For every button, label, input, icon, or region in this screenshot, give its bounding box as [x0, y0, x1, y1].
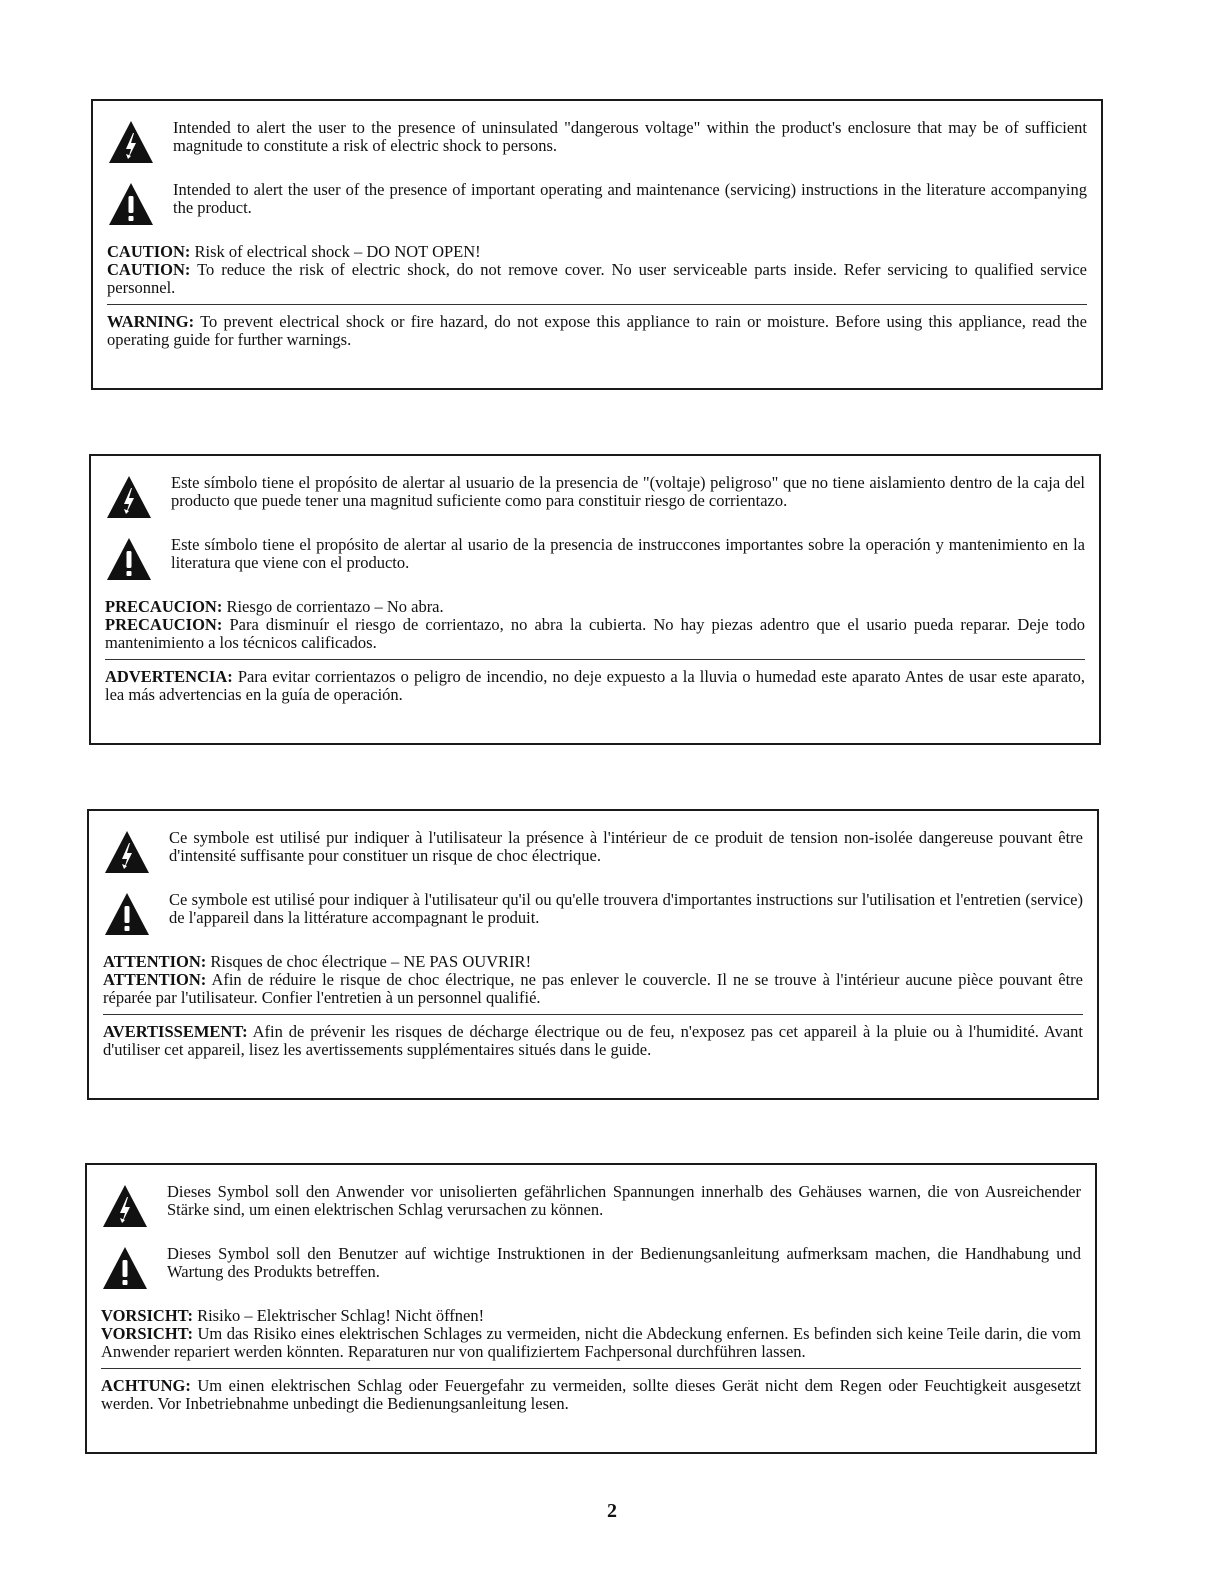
caution-text: Riesgo de corrientazo – No abra.: [226, 597, 444, 616]
voltage-symbol-text: Ce symbole est utilisé pur indiquer à l'utilisateur la présence à l'intérieur de ce produit de tension non-isolée dangereuse pouvant être d'intensité suffisante pour constituer un risque de choc électrique.: [169, 828, 1083, 865]
divider: [107, 304, 1087, 305]
symbol-row-instructions: [103, 891, 1083, 937]
voltage-symbol-text: Este símbolo tiene el propósito de alertar al usuario de la presencia de "(voltaje) peligroso" que no tiene aislamiento dentro de la caja del producto que puede tener una magnitud suficiente como para constituir riesgo de corrientazo.: [171, 473, 1085, 510]
warning-label: ADVERTENCIA:: [105, 667, 233, 686]
exclamation-warning-icon: [103, 891, 151, 937]
caution-label: CAUTION:: [107, 260, 191, 279]
symbol-row-voltage: [101, 1183, 1081, 1229]
warning-paragraph: [107, 313, 1087, 349]
instructions-symbol-text: Dieses Symbol soll den Benutzer auf wichtige Instruktionen in der Bedienungsanleitung aufmerksam machen, die Handhabung und Wartung des Produkts betreffen.: [167, 1244, 1081, 1281]
caution-text: Um das Risiko eines elektrischen Schlages zu vermeiden, nicht die Abdeckung enfernen. Es befinden sich keine Teile darin, die vom Anwender repariert werden könnten. Reparaturen nur von qualifiziertem Fachpersonal durchführen lassen.: [101, 1324, 1081, 1361]
caution-label: ATTENTION:: [103, 952, 207, 971]
caution-line-2: [101, 1325, 1081, 1361]
caution-text: Risques de choc électrique – NE PAS OUVRIR!: [210, 952, 532, 971]
warning-text: Um einen elektrischen Schlag oder Feuergefahr zu vermeiden, sollte dieses Gerät nicht dem Regen oder Feuchtigkeit ausgesetzt werden. Vor Inbetriebnahme unbedingt die Bedienungsanleitung lesen.: [101, 1376, 1082, 1413]
caution-line-2: [103, 971, 1083, 1007]
page-number: 2: [607, 1500, 617, 1522]
warning-label: WARNING:: [107, 312, 195, 331]
divider: [103, 1014, 1083, 1015]
caution-text: Afin de réduire le risque de choc électrique, ne pas enlever le couvercle. Il ne se trouve à l'intérieur aucune pièce pouvant être réparée par l'utilisateur. Confier l'entretien à un personnel qualifié.: [103, 970, 1083, 1007]
caution-line-1: [107, 243, 1087, 261]
caution-text: Risk of electrical shock – DO NOT OPEN!: [194, 242, 481, 261]
lightning-bolt-warning-icon: [103, 829, 151, 875]
caution-line-1: [101, 1307, 1081, 1325]
caution-line-2: [105, 616, 1085, 652]
lightning-bolt-warning-icon: [105, 474, 153, 520]
instructions-symbol-text: Este símbolo tiene el propósito de alertar al usario de la presencia de instruccones importantes sobre la operación y mantenimiento en la literatura que viene con el producto.: [171, 535, 1085, 572]
exclamation-warning-icon: [107, 181, 155, 227]
warning-text: Afin de prévenir les risques de décharge électrique ou de feu, n'exposez pas cet appareil à la pluie ou à l'humidité. Avant d'utiliser cet appareil, lisez les avertissements supplémentaires situés dans le guide.: [103, 1022, 1083, 1059]
symbol-row-instructions: [107, 181, 1087, 227]
symbol-row-instructions: [101, 1245, 1081, 1291]
symbol-row-voltage: [105, 474, 1085, 520]
exclamation-warning-icon: [105, 536, 153, 582]
caution-label: CAUTION:: [107, 242, 191, 261]
warning-box-german: [85, 1163, 1097, 1454]
lightning-bolt-warning-icon: [107, 119, 155, 165]
caution-label: VORSICHT:: [101, 1306, 193, 1325]
symbol-row-instructions: [105, 536, 1085, 582]
warning-box-french: [87, 809, 1099, 1100]
voltage-symbol-text: Dieses Symbol soll den Anwender vor unisolierten gefährlichen Spannungen innerhalb des Gehäuses warnen, die von Ausreichender Stärke sind, um einen elektrischen Schlag verursachen zu können.: [167, 1182, 1081, 1219]
exclamation-warning-icon: [101, 1245, 149, 1291]
warning-box-spanish: [89, 454, 1101, 745]
caution-label: PRECAUCION:: [105, 615, 223, 634]
caution-label: VORSICHT:: [101, 1324, 193, 1343]
caution-line-1: [105, 598, 1085, 616]
instructions-symbol-text: Intended to alert the user of the presence of important operating and maintenance (servicing) instructions in the literature accompanying the product.: [173, 180, 1087, 217]
warning-label: AVERTISSEMENT:: [103, 1022, 248, 1041]
warning-paragraph: [105, 668, 1085, 704]
caution-label: ATTENTION:: [103, 970, 207, 989]
voltage-symbol-text: Intended to alert the user to the presence of uninsulated "dangerous voltage" within the product's enclosure that may be of sufficient magnitude to constitute a risk of electric shock to persons.: [173, 118, 1087, 155]
symbol-row-voltage: [103, 829, 1083, 875]
divider: [105, 659, 1085, 660]
caution-line-2: [107, 261, 1087, 297]
caution-text: Para disminuír el riesgo de corrientazo, no abra la cubierta. No hay piezas adentro que el usario pueda reparar. Deje todo mantenimiento a los técnicos calificados.: [105, 615, 1086, 652]
warning-paragraph: [103, 1023, 1083, 1059]
instructions-symbol-text: Ce symbole est utilisé pour indiquer à l'utilisateur qu'il ou qu'elle trouvera d'importantes instructions sur l'utilisation et l'entretien (service) de l'appareil dans la littérature accompagnant le produit.: [169, 890, 1083, 927]
caution-text: Risiko – Elektrischer Schlag! Nicht öffnen!: [197, 1306, 485, 1325]
divider: [101, 1368, 1081, 1369]
symbol-row-voltage: [107, 119, 1087, 165]
warning-box-english: [91, 99, 1103, 390]
lightning-bolt-warning-icon: [101, 1183, 149, 1229]
warning-text: To prevent electrical shock or fire hazard, do not expose this appliance to rain or moisture. Before using this appliance, read the operating guide for further warnings.: [107, 312, 1087, 349]
caution-line-1: [103, 953, 1083, 971]
caution-text: To reduce the risk of electric shock, do not remove cover. No user serviceable parts inside. Refer servicing to qualified service personnel.: [107, 260, 1087, 297]
caution-label: PRECAUCION:: [105, 597, 223, 616]
warning-paragraph: [101, 1377, 1081, 1413]
warning-text: Para evitar corrientazos o peligro de incendio, no deje expuesto a la lluvia o humedad este aparato Antes de usar este aparato, lea más advertencias en la guía de operación.: [105, 667, 1085, 704]
warning-label: ACHTUNG:: [101, 1376, 191, 1395]
